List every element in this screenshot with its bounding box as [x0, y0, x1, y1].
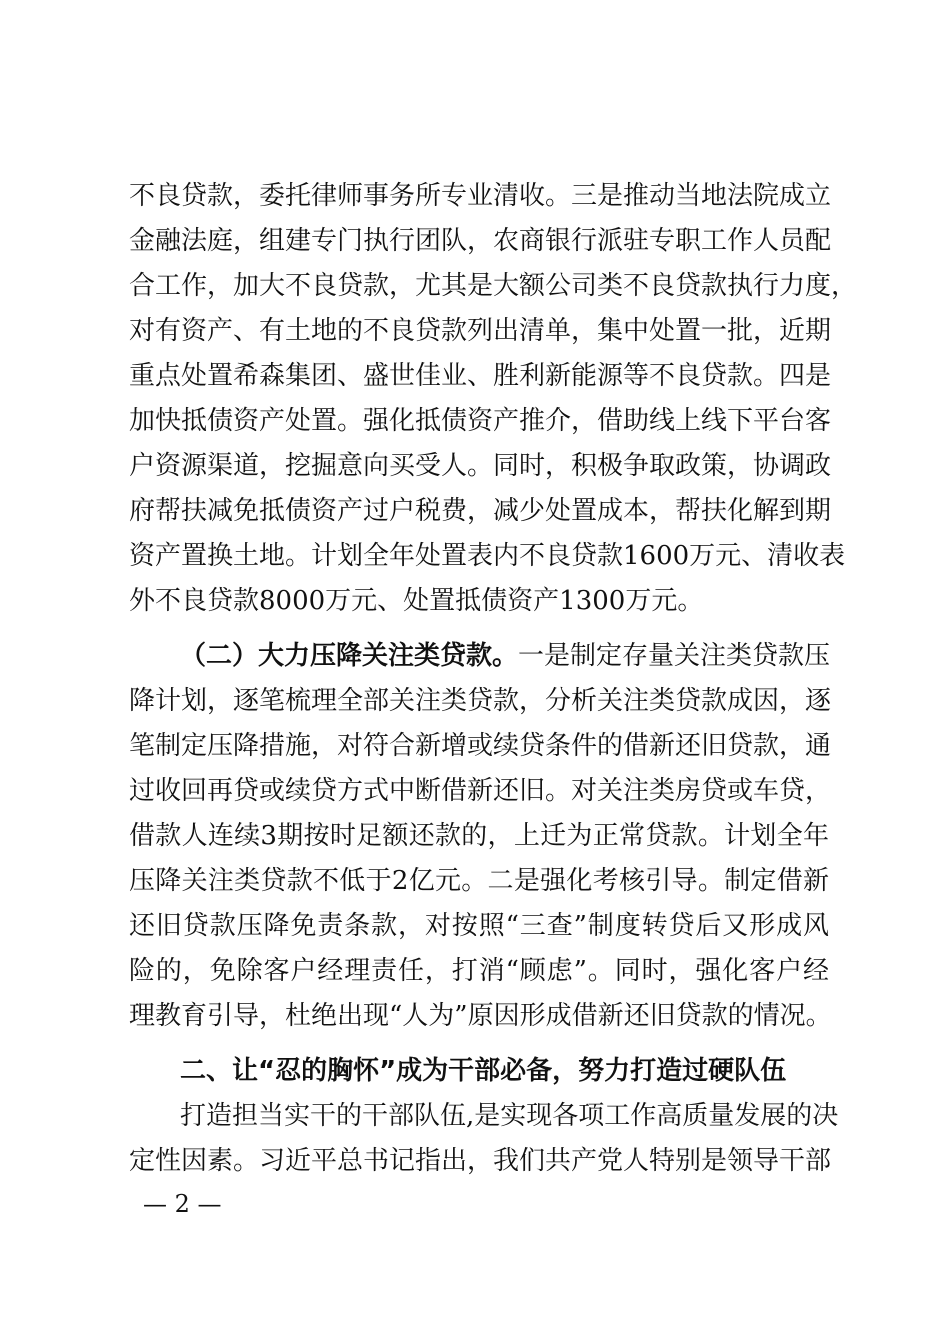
paragraph2-heading: （二）大力压降关注类贷款。 — [180, 641, 519, 671]
paragraph1-line-4: 对有资产、有土地的不良贷款列出清单，集中处置一批，近期 — [129, 316, 832, 346]
paragraph1-line-1: 不良贷款，委托律师事务所专业清收。三是推动当地法院成立 — [129, 181, 832, 211]
paragraph1-line-8: 府帮扶减免抵债资产过户税费，减少处置成本，帮扶化解到期 — [129, 496, 832, 526]
paragraph3-first-line: 打造担当实干的干部队伍,是实现各项工作高质量发展的决 — [180, 1101, 839, 1131]
paragraph2-line-8: 险的，免除客户经理责任，打消“顾虑”。同时，强化客户经 — [129, 956, 829, 986]
page-number: — 2 — — [143, 1190, 222, 1218]
paragraph2-line-6: 压降关注类贷款不低于2亿元。二是强化考核引导。制定借新 — [129, 866, 829, 896]
paragraph2-line-9: 理教育引导，杜绝出现“人为”原因形成借新还旧贷款的情况。 — [129, 1001, 832, 1031]
paragraph2-line-3: 笔制定压降措施，对符合新增或续贷条件的借新还旧贷款，通 — [129, 731, 832, 761]
paragraph2-line-2: 降计划，逐笔梳理全部关注类贷款，分析关注类贷款成因，逐 — [129, 686, 832, 716]
paragraph1-line-10: 外不良贷款8000万元、处置抵债资产1300万元。 — [129, 586, 704, 616]
paragraph3-line-2: 定性因素。习近平总书记指出，我们共产党人特别是领导干部 — [129, 1146, 832, 1176]
paragraph1-line-9: 资产置换土地。计划全年处置表内不良贷款1600万元、清收表 — [129, 541, 846, 571]
paragraph1-line-3: 合工作，加大不良贷款，尤其是大额公司类不良贷款执行力度， — [129, 271, 858, 301]
paragraph1-line-7: 户资源渠道，挖掘意向买受人。同时，积极争取政策，协调政 — [129, 451, 832, 481]
paragraph1-line-6: 加快抵债资产处置。强化抵债资产推介，借助线上线下平台客 — [129, 406, 832, 436]
paragraph2-line-4: 过收回再贷或续贷方式中断借新还旧。对关注类房贷或车贷， — [129, 776, 832, 806]
paragraph2-line-5: 借款人连续3期按时足额还款的，上迁为正常贷款。计划全年 — [129, 821, 829, 851]
section-heading: 二、让“忍的胸怀”成为干部必备，努力打造过硬队伍 — [180, 1056, 787, 1086]
paragraph2-line-7: 还旧贷款压降免责条款，对按照“三查”制度转贷后又形成风 — [129, 911, 829, 941]
paragraph1-line-2: 金融法庭，组建专门执行团队，农商银行派驻专职工作人员配 — [129, 226, 832, 256]
paragraph2-first-line-rest: 一是制定存量关注类贷款压 — [518, 641, 831, 671]
paragraph2-first-line — [180, 634, 829, 678]
paragraph1-line-5: 重点处置希森集团、盛世佳业、胜利新能源等不良贷款。四是 — [129, 361, 832, 391]
